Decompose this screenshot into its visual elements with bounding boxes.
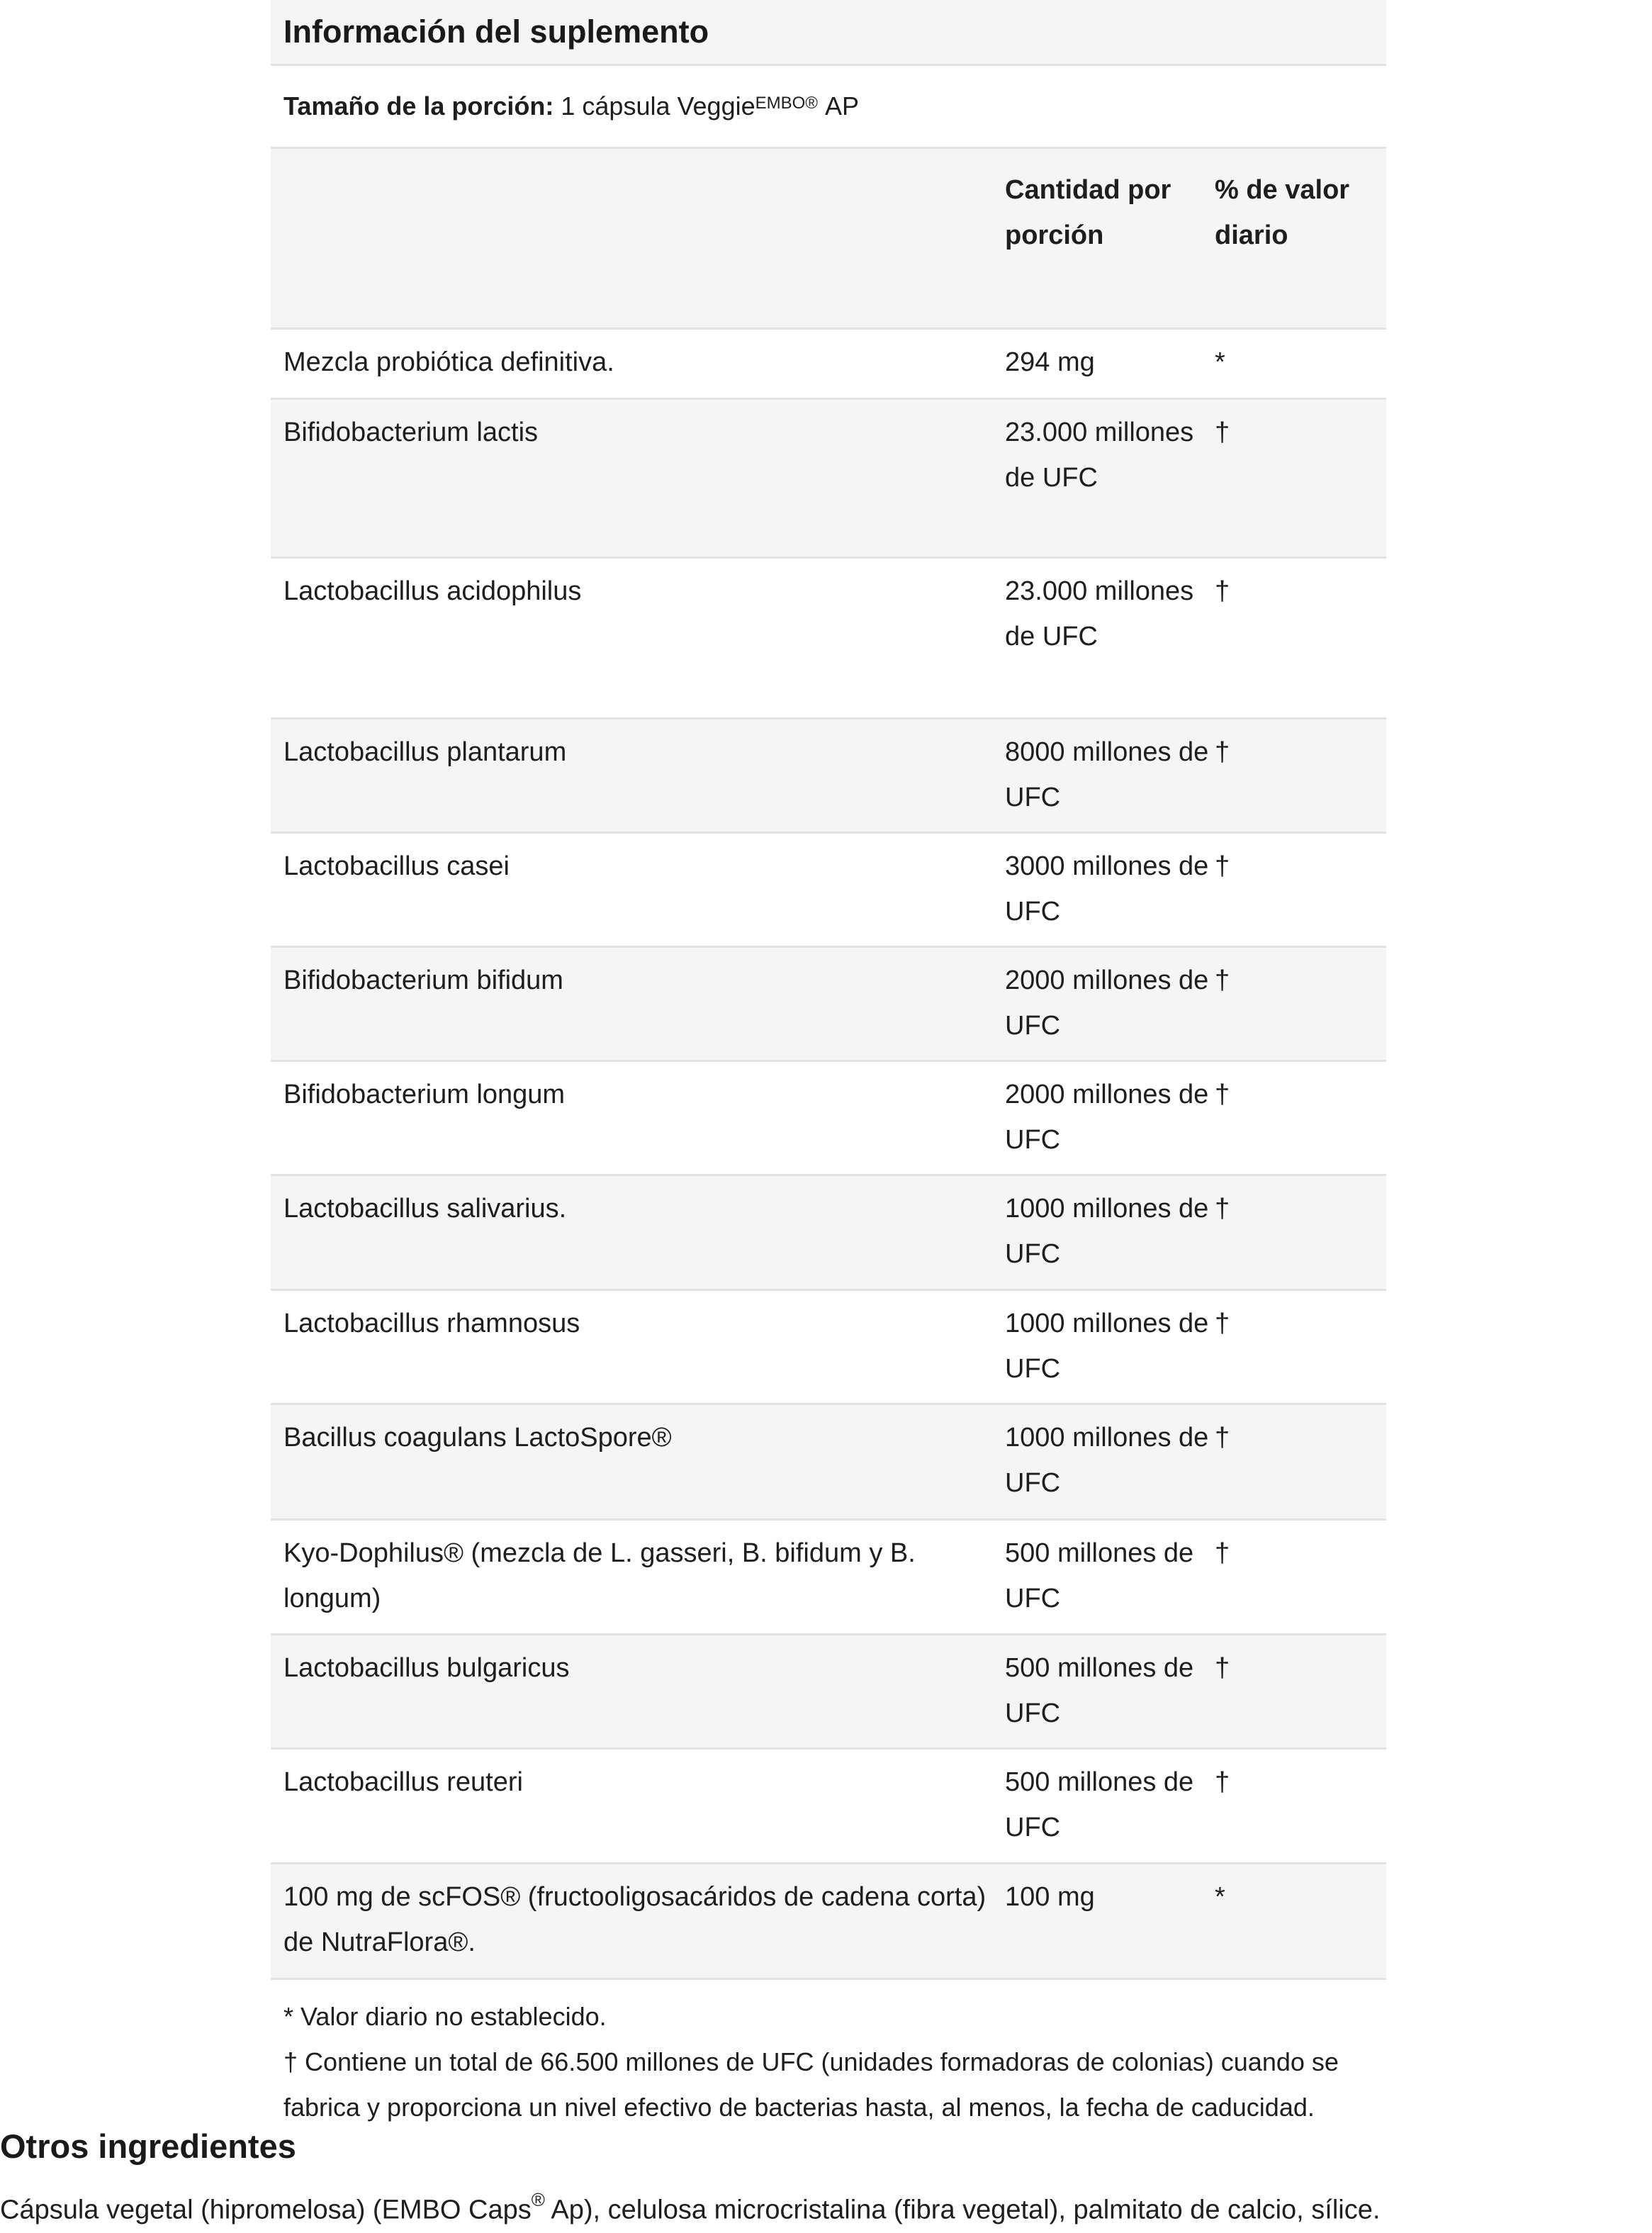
ingredient-daily-value: †	[1215, 1767, 1230, 1797]
ingredient-daily-value: †	[1215, 418, 1230, 447]
other-ingredients-title: Otros ingredientes	[0, 2127, 296, 2165]
ingredient-name: Lactobacillus bulgaricus	[283, 1653, 570, 1683]
ingredient-daily-value: *	[1215, 1882, 1225, 1912]
ingredient-daily-value: †	[1215, 737, 1230, 767]
other-ingredients-text-end: Ap), celulosa microcristalina (fibra vegetal), palmitato de calcio, sílice.	[544, 2195, 1381, 2225]
ingredient-amount: 3000 millones de UFC	[1005, 851, 1209, 927]
table-row	[271, 1405, 1386, 1521]
other-ingredients-text-start: Cápsula vegetal (hipromelosa) (EMBO Caps	[0, 2195, 532, 2225]
ingredient-amount: 2000 millones de UFC	[1005, 966, 1209, 1041]
ingredient-name: Lactobacillus salivarius.	[283, 1194, 567, 1224]
table-row	[271, 834, 1386, 948]
footnote-dagger: † Contiene un total de 66.500 millones de UFC (unidades formadoras de colonias) cuando se fabrica y proporciona un nivel efectivo de bacterias hasta, al menos, la fecha de caducidad.	[283, 2047, 1339, 2122]
table-row	[271, 1291, 1386, 1405]
table-row	[271, 1635, 1386, 1750]
serving-size-suffix: AP	[824, 91, 860, 121]
ingredient-amount: 500 millones de UFC	[1005, 1538, 1194, 1613]
ingredient-amount: 8000 millones de UFC	[1005, 737, 1209, 812]
table-row	[271, 330, 1386, 400]
ingredient-amount: 100 mg	[1005, 1882, 1095, 1912]
other-ingredients-trademark: ®	[531, 2189, 545, 2210]
footnote-asterisk: * Valor diario no establecido.	[283, 2002, 607, 2031]
ingredient-amount: 23.000 millones de UFC	[1005, 418, 1194, 493]
ingredient-amount: 500 millones de UFC	[1005, 1767, 1194, 1842]
ingredient-name: Lactobacillus rhamnosus	[283, 1309, 580, 1338]
serving-size	[271, 66, 1386, 149]
table-row	[271, 1521, 1386, 1635]
serving-size-label: Tamaño de la porción:	[283, 91, 554, 121]
ingredient-name: 100 mg de scFOS® (fructooligosacáridos de cadena corta) de NutraFlora®.	[283, 1882, 987, 1957]
ingredient-amount: 1000 millones de UFC	[1005, 1194, 1209, 1269]
ingredient-amount: 1000 millones de UFC	[1005, 1309, 1209, 1384]
supplement-facts-panel	[271, 0, 1386, 2130]
ingredient-daily-value: †	[1215, 1194, 1230, 1224]
ingredient-daily-value: †	[1215, 966, 1230, 995]
ingredient-name: Lactobacillus plantarum	[283, 737, 567, 767]
ingredient-name: Bacillus coagulans LactoSpore®	[283, 1423, 672, 1453]
ingredient-name: Lactobacillus acidophilus	[283, 576, 582, 606]
ingredient-name: Lactobacillus reuteri	[283, 1767, 523, 1797]
ingredient-daily-value: †	[1215, 851, 1230, 881]
table-header	[271, 149, 1386, 330]
ingredient-name: Bifidobacterium lactis	[283, 418, 539, 447]
ingredient-daily-value: †	[1215, 1423, 1230, 1453]
serving-size-trademark: EMBO®	[755, 94, 818, 113]
ingredient-name: Kyo-Dophilus® (mezcla de L. gasseri, B. bifidum y B. longum)	[283, 1538, 916, 1613]
table-row	[271, 1062, 1386, 1176]
ingredient-daily-value: †	[1215, 1309, 1230, 1338]
panel-title: Información del suplemento	[271, 0, 1386, 66]
table-row	[271, 1864, 1386, 1980]
footnotes	[271, 1980, 1368, 2130]
table-row	[271, 948, 1386, 1062]
ingredient-daily-value: †	[1215, 1080, 1230, 1109]
ingredient-amount: 294 mg	[1005, 347, 1095, 377]
ingredient-rows	[271, 330, 1386, 1980]
table-row	[271, 559, 1386, 720]
table-row	[271, 720, 1386, 834]
ingredient-name: Bifidobacterium bifidum	[283, 966, 563, 995]
serving-size-text: 1 cápsula Veggie	[561, 91, 755, 121]
header-daily-value: % de valor diario	[1215, 175, 1350, 250]
ingredient-name: Mezcla probiótica definitiva.	[283, 347, 614, 377]
ingredient-amount: 500 millones de UFC	[1005, 1653, 1194, 1728]
header-amount: Cantidad por porción	[1005, 175, 1171, 250]
ingredient-daily-value: *	[1215, 347, 1225, 377]
other-ingredients-text	[0, 2189, 1381, 2226]
table-row	[271, 400, 1386, 559]
ingredient-name: Bifidobacterium longum	[283, 1080, 566, 1109]
table-row	[271, 1176, 1386, 1291]
ingredient-daily-value: †	[1215, 1653, 1230, 1683]
ingredient-daily-value: †	[1215, 1538, 1230, 1568]
ingredient-name: Lactobacillus casei	[283, 851, 510, 881]
ingredient-amount: 2000 millones de UFC	[1005, 1080, 1209, 1155]
ingredient-daily-value: †	[1215, 576, 1230, 606]
ingredient-amount: 23.000 millones de UFC	[1005, 576, 1194, 651]
ingredient-amount: 1000 millones de UFC	[1005, 1423, 1209, 1498]
table-row	[271, 1750, 1386, 1864]
header-name-cell	[271, 149, 1005, 328]
